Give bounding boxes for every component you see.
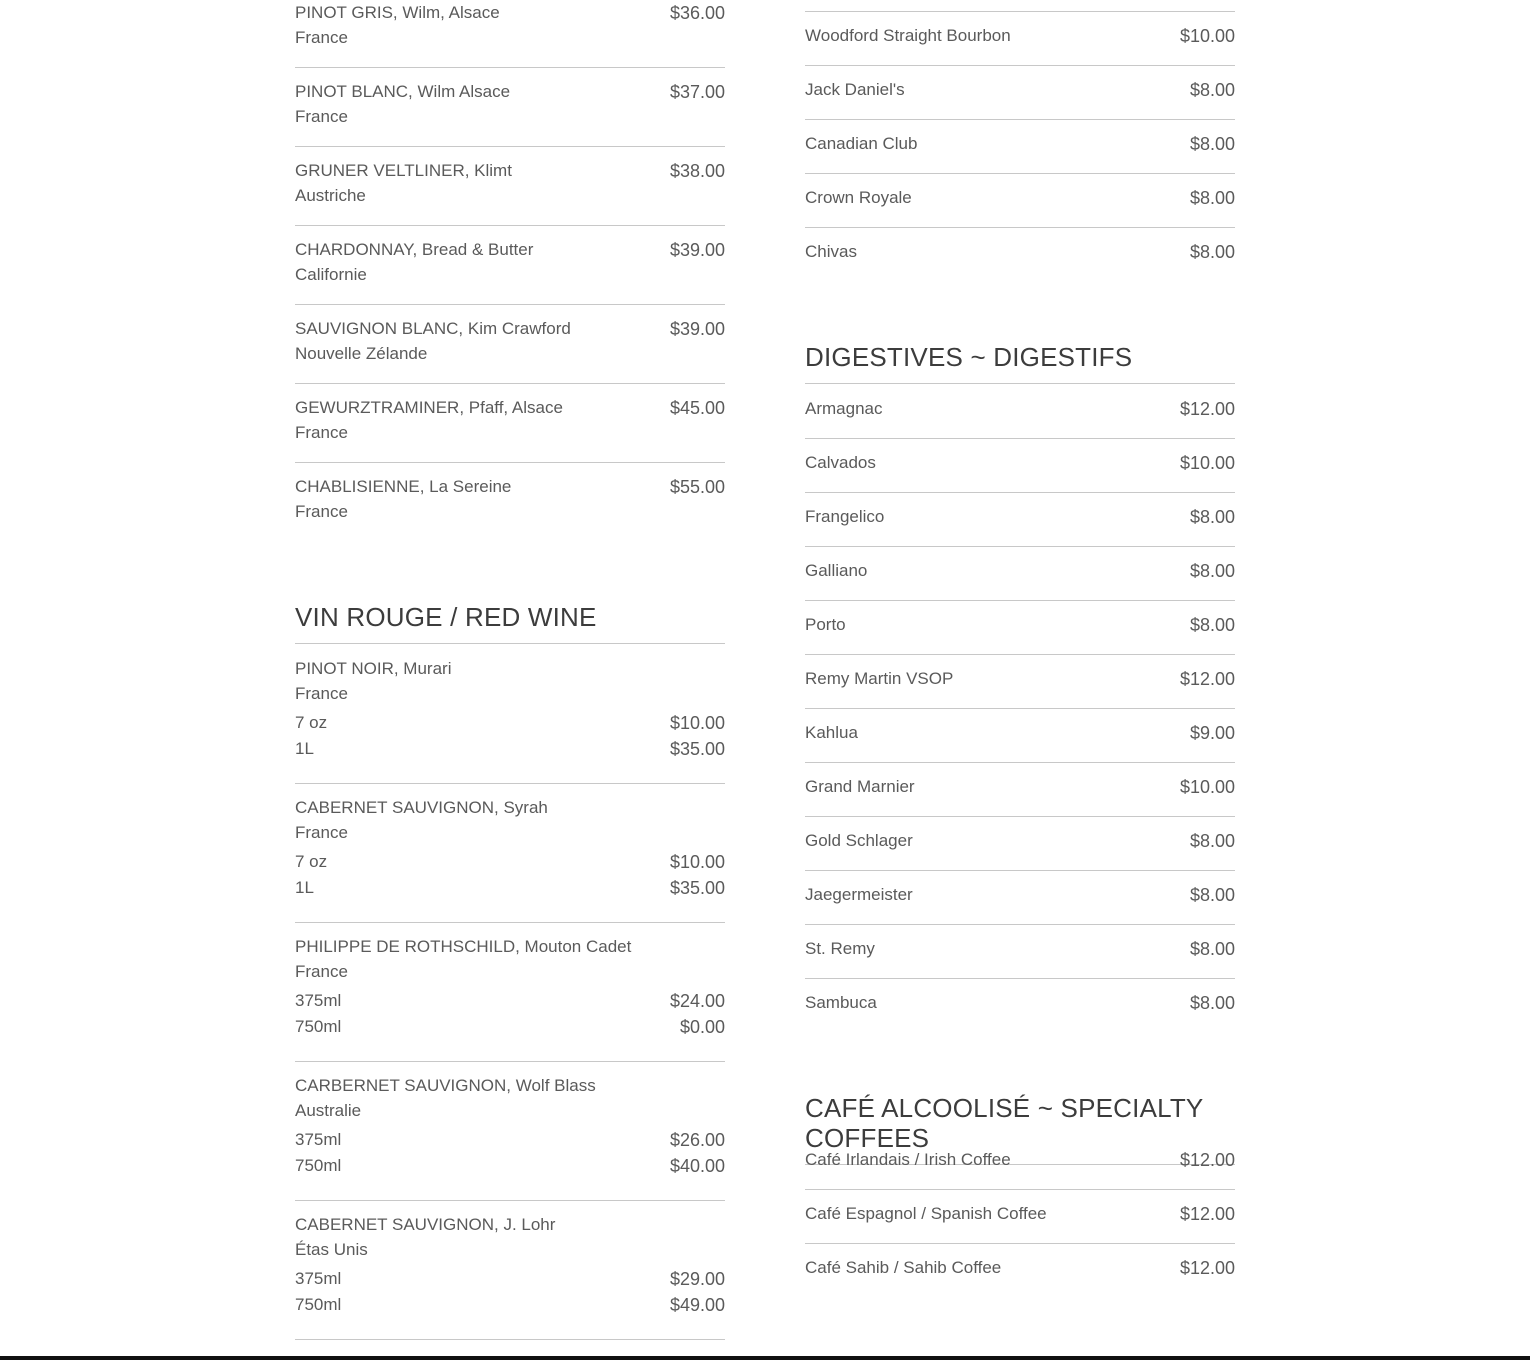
item-price: $29.00	[669, 1269, 725, 1289]
item-price: $8.00	[1189, 507, 1235, 527]
item-name: CHARDONNAY, Bread & Butter	[295, 240, 534, 259]
item-price: $40.00	[669, 1156, 725, 1176]
item-name: GEWURZTRAMINER, Pfaff, Alsace	[295, 398, 563, 417]
item-origin: France	[295, 28, 348, 47]
item-name: CARBERNET SAUVIGNON, Wolf Blass	[295, 1076, 596, 1095]
item-price: $55.00	[669, 477, 725, 497]
section-title-digestives: DIGESTIVES ~ DIGESTIFS	[805, 342, 1235, 384]
item-origin: Étas Unis	[295, 1240, 368, 1259]
item-origin: France	[295, 684, 348, 703]
item-price: $10.00	[1179, 453, 1235, 473]
divider	[805, 173, 1235, 174]
item-name: GRUNER VELTLINER, Klimt	[295, 161, 512, 180]
item-price: $35.00	[669, 739, 725, 759]
divider	[805, 492, 1235, 493]
item-price: $37.00	[669, 82, 725, 102]
divider	[295, 304, 725, 305]
item-price: $49.00	[669, 1295, 725, 1315]
item-size: 1L	[295, 878, 314, 897]
divider	[805, 654, 1235, 655]
item-name: CABERNET SAUVIGNON, Syrah	[295, 798, 548, 817]
divider	[805, 978, 1235, 979]
divider	[805, 600, 1235, 601]
divider	[805, 1243, 1235, 1244]
item-name: Café Espagnol / Spanish Coffee	[805, 1204, 1047, 1223]
divider	[805, 1189, 1235, 1190]
item-origin: France	[295, 423, 348, 442]
divider	[295, 462, 725, 463]
item-name: Remy Martin VSOP	[805, 669, 954, 688]
item-name: PHILIPPE DE ROTHSCHILD, Mouton Cadet	[295, 937, 632, 956]
divider	[295, 1339, 725, 1340]
item-price: $38.00	[669, 161, 725, 181]
item-price: $39.00	[669, 319, 725, 339]
item-price: $10.00	[669, 713, 725, 733]
item-origin: France	[295, 962, 348, 981]
item-price: $45.00	[669, 398, 725, 418]
item-price: $12.00	[1179, 399, 1235, 419]
item-origin: France	[295, 502, 348, 521]
item-origin: France	[295, 823, 348, 842]
item-price: $0.00	[679, 1017, 725, 1037]
item-name: PINOT NOIR, Murari	[295, 659, 452, 678]
item-price: $8.00	[1189, 80, 1235, 100]
divider	[805, 65, 1235, 66]
item-name: Café Irlandais / Irish Coffee	[805, 1150, 1011, 1169]
divider	[805, 708, 1235, 709]
item-price: $8.00	[1189, 188, 1235, 208]
item-name: Armagnac	[805, 399, 883, 418]
item-price: $24.00	[669, 991, 725, 1011]
item-size: 375ml	[295, 991, 342, 1010]
divider	[295, 146, 725, 147]
item-name: Jack Daniel's	[805, 80, 905, 99]
section-title-specialty-coffees: CAFÉ ALCOOLISÉ ~ SPECIALTY COFFEES	[805, 1093, 1235, 1165]
divider	[295, 67, 725, 68]
item-price: $12.00	[1179, 1204, 1235, 1224]
divider	[295, 1061, 725, 1062]
item-price: $35.00	[669, 878, 725, 898]
divider	[805, 438, 1235, 439]
item-name: Woodford Straight Bourbon	[805, 26, 1011, 45]
item-size: 750ml	[295, 1017, 342, 1036]
item-name: Kahlua	[805, 723, 858, 742]
divider	[295, 922, 725, 923]
item-price: $8.00	[1189, 242, 1235, 262]
item-size: 750ml	[295, 1156, 342, 1175]
divider	[805, 119, 1235, 120]
item-size: 750ml	[295, 1295, 342, 1314]
item-price: $10.00	[1179, 777, 1235, 797]
divider	[805, 816, 1235, 817]
divider	[805, 762, 1235, 763]
item-name: Gold Schlager	[805, 831, 913, 850]
item-price: $8.00	[1189, 561, 1235, 581]
divider	[295, 225, 725, 226]
item-size: 7 oz	[295, 713, 328, 732]
item-price: $8.00	[1189, 615, 1235, 635]
item-price: $12.00	[1179, 1258, 1235, 1278]
item-price: $39.00	[669, 240, 725, 260]
item-size: 7 oz	[295, 852, 328, 871]
item-name: Frangelico	[805, 507, 885, 526]
item-size: 375ml	[295, 1269, 342, 1288]
divider	[805, 924, 1235, 925]
item-name: Chivas	[805, 242, 857, 261]
item-name: SAUVIGNON BLANC, Kim Crawford	[295, 319, 571, 338]
item-name: CABERNET SAUVIGNON, J. Lohr	[295, 1215, 556, 1234]
item-name: PINOT BLANC, Wilm Alsace	[295, 82, 511, 101]
item-price: $8.00	[1189, 885, 1235, 905]
item-price: $36.00	[669, 3, 725, 23]
item-origin: Nouvelle Zélande	[295, 344, 428, 363]
item-name: CHABLISIENNE, La Sereine	[295, 477, 512, 496]
item-name: Sambuca	[805, 993, 877, 1012]
divider	[295, 783, 725, 784]
item-name: Crown Royale	[805, 188, 912, 207]
item-name: Porto	[805, 615, 846, 634]
item-origin: Californie	[295, 265, 367, 284]
item-name: PINOT GRIS, Wilm, Alsace	[295, 3, 500, 22]
divider	[295, 1200, 725, 1201]
item-size: 1L	[295, 739, 314, 758]
item-price: $26.00	[669, 1130, 725, 1150]
item-price: $8.00	[1189, 939, 1235, 959]
item-price: $12.00	[1179, 1150, 1235, 1170]
item-name: Café Sahib / Sahib Coffee	[805, 1258, 1002, 1277]
item-price: $8.00	[1189, 134, 1235, 154]
item-name: Galliano	[805, 561, 868, 580]
divider	[805, 11, 1235, 12]
item-origin: Australie	[295, 1101, 362, 1120]
item-name: St. Remy	[805, 939, 875, 958]
divider	[805, 546, 1235, 547]
item-origin: France	[295, 107, 348, 126]
item-name: Canadian Club	[805, 134, 918, 153]
item-name: Calvados	[805, 453, 876, 472]
item-price: $10.00	[1179, 26, 1235, 46]
divider	[805, 870, 1235, 871]
item-price: $12.00	[1179, 669, 1235, 689]
item-price: $9.00	[1189, 723, 1235, 743]
item-price: $10.00	[669, 852, 725, 872]
divider	[295, 383, 725, 384]
item-size: 375ml	[295, 1130, 342, 1149]
item-price: $8.00	[1189, 993, 1235, 1013]
divider	[805, 227, 1235, 228]
item-name: Grand Marnier	[805, 777, 915, 796]
section-title-red-wine: VIN ROUGE / RED WINE	[295, 602, 725, 644]
item-name: Jaegermeister	[805, 885, 913, 904]
item-price: $8.00	[1189, 831, 1235, 851]
item-origin: Austriche	[295, 186, 366, 205]
bottom-edge-bar	[0, 1356, 1530, 1360]
